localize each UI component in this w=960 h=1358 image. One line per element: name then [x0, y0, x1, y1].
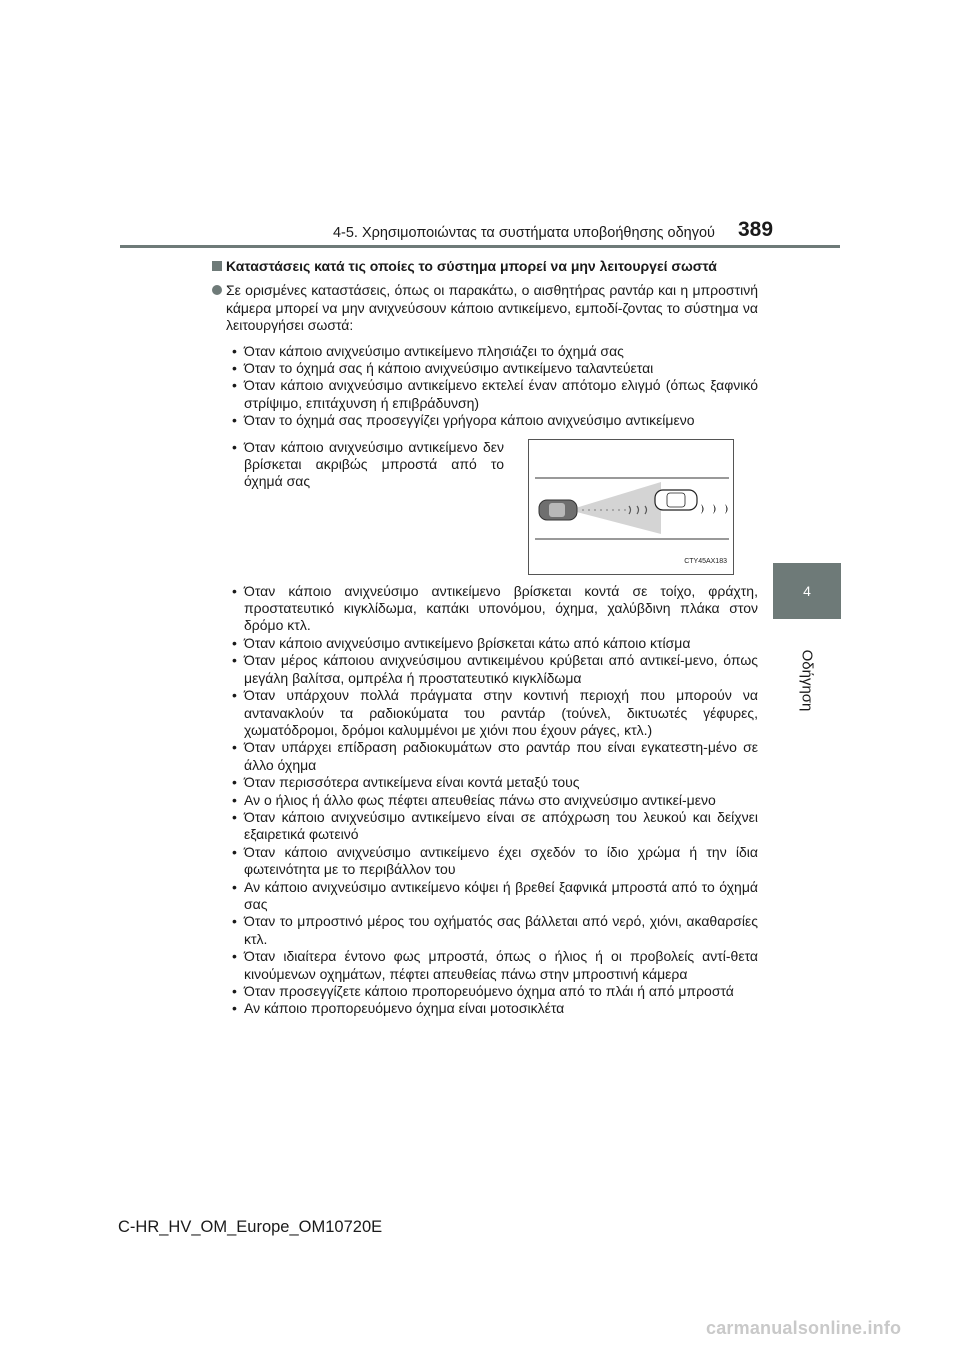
figure-code: CTY45AX183 — [684, 558, 727, 566]
figure-row — [212, 439, 758, 575]
list-item: • Αν κάποιο ανιχνεύσιμο αντικείμενο κόψει ή βρεθεί ξαφνικά μπροστά από το όχημά σας — [232, 878, 758, 912]
chapter-side-label — [773, 630, 841, 730]
chapter-header: 4-5. Χρησιμοποιώντας τα συστήματα υποβοήθησης οδηγού — [332, 225, 715, 241]
radar-beam — [569, 482, 661, 534]
intro-text: Σε ορισμένες καταστάσεις, όπως οι παρακάτω, ο αισθητήρας ραντάρ και η μπροστινή κάμερα μπορεί να μην ανιχνεύσουν κάποιο αντικείμενο, εμποδί-ζοντας το σύστημα να λειτουργήσει σωστά: — [226, 282, 758, 334]
conditions-list-top — [212, 343, 758, 430]
list-item: • Όταν το όχημά σας προσεγγίζει γρήγορα κάποιο ανιχνεύσιμο αντικείμενο — [232, 412, 695, 429]
radar-offset-illustration — [528, 439, 734, 575]
list-item: • Όταν κάποιο ανιχνεύσιμο αντικείμενο δεν βρίσκεται ακριβώς μπροστά από το όχημά σας — [232, 438, 504, 490]
list-item: • Όταν το όχημά σας ή κάποιο ανιχνεύσιμο αντικείμενο ταλαντεύεται — [232, 360, 654, 377]
chapter-tab-number: 4 — [803, 583, 811, 599]
list-item: • Όταν το μπροστινό μέρος του οχήματός σας βάλλεται από νερό, χιόνι, ακαθαρσίες κτλ. — [232, 913, 758, 947]
list-item: • Όταν προσεγγίζετε κάποιο προπορευόμενο όχημα από το πλάι ή από μπροστά — [232, 983, 734, 999]
square-bullet-icon — [212, 261, 222, 271]
list-item: • Όταν κάποιο ανιχνεύσιμο αντικείμενο έχει σχεδόν το ίδιο χρώμα ή την ίδια φωτεινότητα με το περιβάλλον του — [232, 843, 758, 878]
list-item: • Όταν υπάρχει επίδραση ραδιοκυμάτων στο ραντάρ που είναι εγκατεστη-μένο σε άλλο όχημα — [232, 739, 758, 773]
forward-motion-chevrons — [701, 504, 728, 514]
circle-bullet-icon — [212, 285, 222, 295]
section-title-text: Καταστάσεις κατά τις οποίες το σύστημα μπορεί να μην λειτουργεί σωστά — [226, 258, 717, 274]
intro-paragraph — [212, 282, 758, 334]
list-item: • Όταν κάποιο ανιχνεύσιμο αντικείμενο είναι σε απόχρωση του λευκού και δείχνει εξαιρετικά φωτεινό — [232, 808, 758, 843]
list-item: • Όταν κάποιο ανιχνεύσιμο αντικείμενο πλησιάζει το όχημά σας — [232, 342, 624, 359]
main-content — [212, 258, 758, 1018]
conditions-list-bottom — [212, 583, 758, 1018]
list-item: • Αν ο ήλιος ή άλλο φως πέφτει απευθείας πάνω στο ανιχνεύσιμο αντικεί-μενο — [232, 791, 716, 808]
list-item: • Αν κάποιο προπορευόμενο όχημα είναι μοτοσικλέτα — [232, 1000, 565, 1017]
header-divider — [120, 245, 840, 248]
watermark-link[interactable]: carmanualsonline.info — [706, 1318, 902, 1338]
list-item: • Όταν μέρος κάποιου ανιχνεύσιμου αντικειμένου κρύβεται από αντικεί-μενο, όπως μεγάλη βαλίτσα, ομπρέλα ή προστατευτικό κιγκλίδωμα — [232, 652, 758, 686]
list-item: • Όταν υπάρχουν πολλά πράγματα στην κοντινή περιοχή που μπορούν να αντανακλούν τα ραδιοκύματα του ραντάρ (τούνελ, δικτυωτές γέφυρες, χωματόδρομοι, δρόμοι καλυμμένοι με χιόνι που έχουν ράγες, κτλ.) — [232, 687, 758, 738]
list-item: • Όταν κάποιο ανιχνεύσιμο αντικείμενο βρίσκεται κάτω από κάποιο κτίσμα — [232, 634, 691, 651]
page-number: 389 — [738, 218, 774, 241]
document-code-footer: C-HR_HV_OM_Europe_OM10720E — [118, 1218, 383, 1236]
chapter-side-label-text: Οδήγηση — [798, 649, 816, 711]
chapter-tab[interactable] — [773, 563, 841, 619]
list-item: • Όταν κάποιο ανιχνεύσιμο αντικείμενο εκτελεί έναν απότομο ελιγμό (όπως ξαφνικό στρίψιμο, επιτάχυνση ή επιβράδυνση) — [232, 377, 758, 411]
list-item: • Όταν περισσότερα αντικείμενα είναι κοντά μεταξύ τους — [232, 774, 580, 791]
conditions-list-figure — [212, 439, 504, 575]
list-item: • Όταν ιδιαίτερα έντονο φως μπροστά, όπως ο ήλιος ή οι προβολείς αντί-θετα κινούμενων οχημάτων, πέφτει απευθείας πάνω στην μπροστινή κάμερα — [232, 948, 758, 982]
list-item: • Όταν κάποιο ανιχνεύσιμο αντικείμενο βρίσκεται κοντά σε τοίχο, φράχτη, προστατευτικό κιγκλίδωμα, καπάκι υπονόμου, όχημα, χαλύβδινη πλάκα στον δρόμο κτλ. — [232, 582, 758, 634]
own-vehicle-icon — [539, 500, 577, 520]
target-vehicle-icon — [655, 490, 697, 510]
section-title — [212, 258, 758, 275]
